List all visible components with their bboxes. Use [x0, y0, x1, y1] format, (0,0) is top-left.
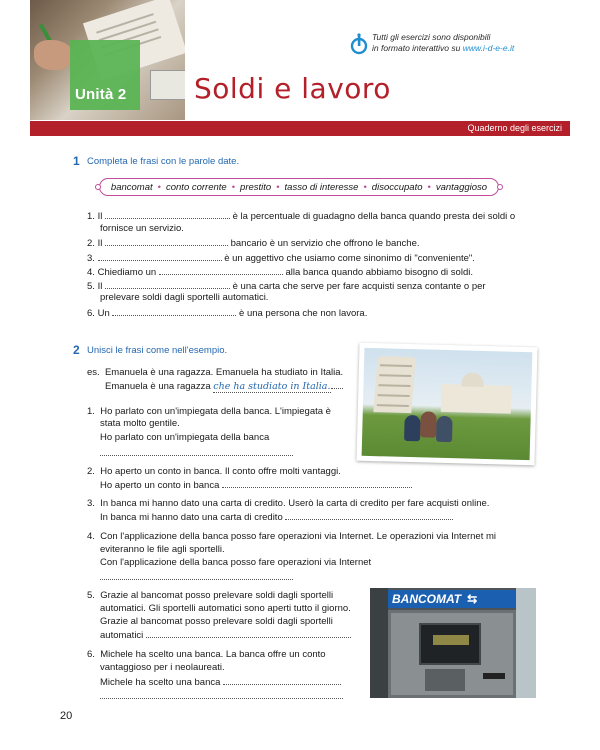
answer-line[interactable] [100, 447, 293, 460]
atm-photo [370, 588, 536, 698]
leaning-tower [373, 356, 415, 413]
exercise-2-item-cont: vantaggioso per i neolaureati. [100, 662, 225, 673]
answer-line[interactable] [100, 571, 293, 584]
word-bank: bancomat • conto corrente • prestito • tasso di interesse • disoccupato • vantaggioso [99, 178, 499, 196]
word-bank-item: disoccupato [371, 181, 423, 193]
exercise-2-item-cont: Michele ha scelto una banca [100, 676, 341, 689]
exercise-2-item-cont: eviteranno le file agli sportelli. [100, 544, 225, 555]
blank-field[interactable] [105, 280, 230, 289]
blank-field[interactable] [105, 237, 228, 246]
word-bank-item: prestito [240, 181, 272, 193]
exercise-1-instruction: Completa le frasi con le parole date. [87, 156, 240, 167]
interactive-info-icon [350, 33, 368, 55]
answer-line[interactable] [223, 676, 341, 685]
blank-field[interactable] [112, 307, 236, 316]
word-bank-item: conto corrente [165, 181, 227, 193]
section-banner [30, 121, 570, 136]
exercise-1-item: 2. Il bancario è un servizio che offrono le banche. [87, 238, 420, 249]
exercise-2-item: 4. Con l'applicazione della banca posso fare operazioni via Internet. Le operazioni via Internet mi [87, 531, 496, 542]
unit-title: Soldi e lavoro [194, 72, 391, 105]
exercise-2-item-cont: Ho aperto un conto in banca [100, 479, 412, 492]
exercise-2-instruction: Unisci le frasi come nell'esempio. [87, 345, 228, 356]
answer-line[interactable] [285, 511, 453, 520]
exercise-1-item: 1. Il è la percentuale di guadagno della banca quando presta dei soldi o [87, 211, 516, 222]
blank-field[interactable] [105, 210, 230, 219]
example-answer-line: Emanuela è una ragazza che ha studiato in Italia. [105, 380, 343, 393]
exercise-1-item: 6. Un è una persona che non lavora. [87, 308, 368, 319]
pisa-photo [356, 343, 537, 466]
banner-label: Quaderno degli esercizi [467, 123, 562, 133]
exercise-1-item: 3. è un aggettivo che usiamo come sinonimo di "conveniente". [87, 253, 475, 264]
students-group [404, 409, 465, 445]
answer-line[interactable] [222, 479, 412, 488]
website-link[interactable]: www.i-d-e-e.it [462, 43, 515, 53]
exercise-2-item-cont: Ho parlato con un'impiegata della banca [100, 432, 270, 443]
exercise-2-item-cont: Grazie al bancomat posso prelevare soldi dagli sportelli [100, 616, 333, 627]
blank-field[interactable] [159, 266, 283, 275]
exercise-1-item: 4. Chiediamo un alla banca quando abbiamo bisogno di soldi. [87, 267, 473, 278]
bancomat-sign: BANCOMAT ⇆ [388, 590, 516, 608]
exercise-2-item-cont: automatici [100, 629, 351, 642]
exercise-2-item: 5. Grazie al bancomat posso prelevare soldi dagli sportelli [87, 590, 334, 601]
exercise-2-item-cont: stata molto gentile. [100, 418, 180, 429]
word-bank-item: bancomat [110, 181, 153, 193]
exercise-2-item: 6. Michele ha scelto una banca. La banca offre un conto [87, 649, 326, 660]
exercise-2-item: 1. Ho parlato con un'impiegata della banca. L'impiegata è [87, 406, 331, 417]
exercise-2-item-cont: In banca mi hanno dato una carta di credito [100, 511, 453, 524]
exercise-2-item-cont: Con l'applicazione della banca posso fare operazioni via Internet [100, 557, 372, 568]
exercise-1-item-cont: prelevare soldi dagli sportelli automatici. [100, 292, 269, 303]
example-answer: che ha studiato in Italia. [213, 381, 331, 392]
exercise-1-item-cont: fornisce un servizio. [100, 223, 184, 234]
word-bank-item: tasso di interesse [284, 181, 359, 193]
exercise-2-item: 2. Ho aperto un conto in banca. Il conto offre molti vantaggi. [87, 466, 341, 477]
arrow-icon: ⇆ [467, 592, 478, 606]
exercise-2-item-cont: automatici. Gli sportelli automatici sono aperti tutto il giorno. [100, 603, 351, 614]
interactive-info-text: Tutti gli esercizi sono disponibili in formato interattivo su www.i-d-e-e.it [372, 32, 515, 53]
word-bank-item: vantaggioso [435, 181, 488, 193]
page-number: 20 [60, 710, 73, 722]
unit-label: Unità 2 [75, 86, 127, 103]
example-line: es. Emanuela è una ragazza. Emanuela ha studiato in Italia. [87, 367, 344, 378]
exercise-1-item: 5. Il è una carta che serve per fare acquisti senza contante o per [87, 281, 486, 292]
exercise-1-number: 1 [73, 154, 80, 168]
answer-line[interactable] [100, 690, 343, 703]
atm-machine [388, 610, 516, 698]
exercise-2-number: 2 [73, 343, 80, 357]
exercise-2-item: 3. In banca mi hanno dato una carta di credito. Userò la carta di credito per fare acquisti online. [87, 498, 490, 509]
blank-field[interactable] [98, 252, 222, 261]
answer-line[interactable] [146, 629, 351, 638]
